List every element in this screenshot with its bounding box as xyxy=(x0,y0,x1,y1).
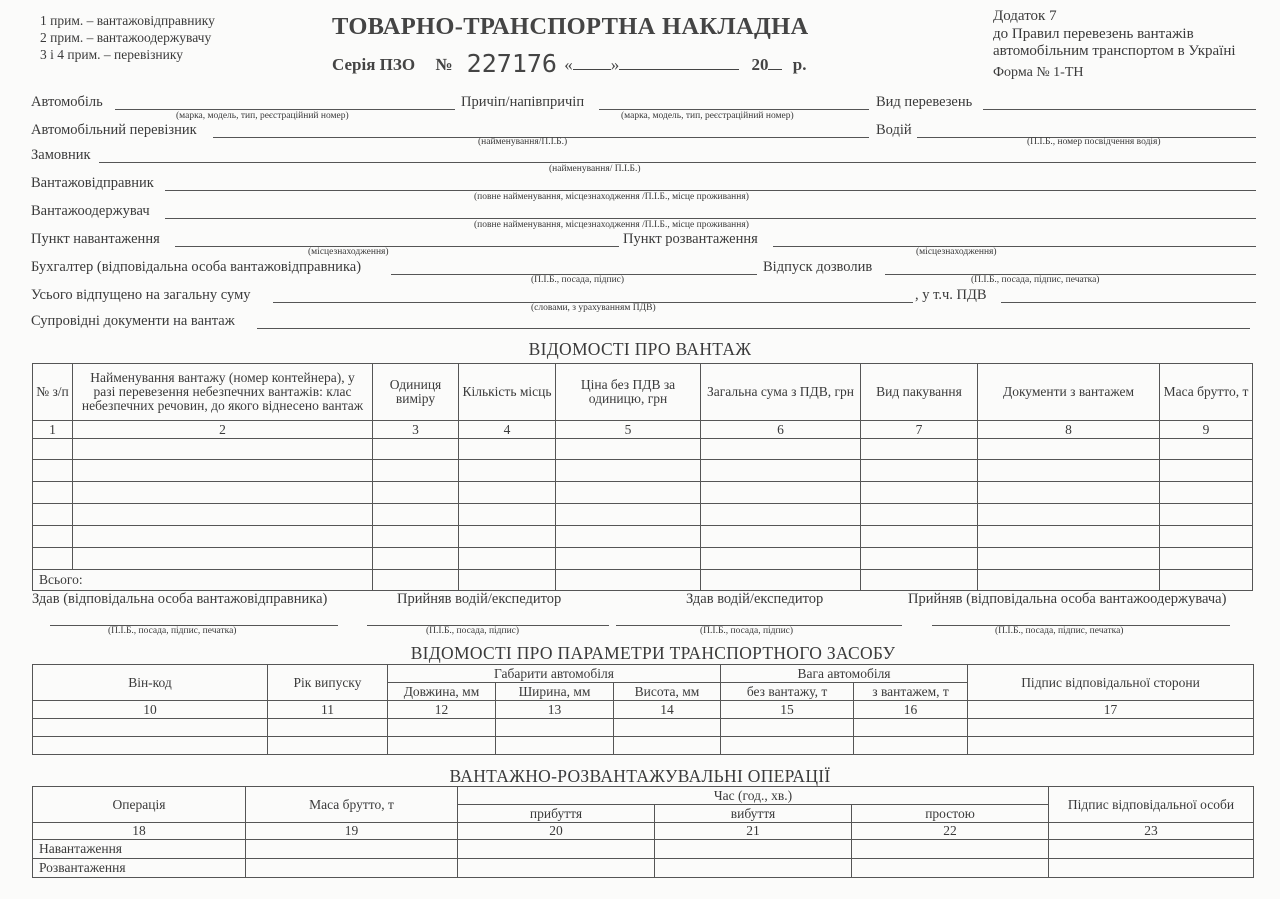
col-number: 16 xyxy=(854,701,968,719)
col-number: 8 xyxy=(978,421,1160,439)
transport-type-label: Вид перевезень xyxy=(876,94,973,110)
cargo-col-sum: Загальна сума з ПДВ, грн xyxy=(701,364,861,421)
year-suffix: р. xyxy=(792,55,807,74)
loading-hint: (місцезнаходження) xyxy=(308,247,389,257)
col-number: 18 xyxy=(33,823,246,840)
copy-line: 2 прим. – вантажоодержувачу xyxy=(40,30,212,45)
vat-field[interactable] xyxy=(1001,302,1256,303)
total-amount-label: Усього відпущено на загальну суму xyxy=(31,287,251,303)
col-number: 11 xyxy=(268,701,388,719)
carrier-label: Автомобільний перевізник xyxy=(31,122,197,138)
quote-open: « xyxy=(564,55,573,74)
row-points xyxy=(31,231,1258,257)
vehicle-label: Автомобіль xyxy=(31,94,103,110)
arrival-header: прибуття xyxy=(458,805,655,823)
col-number: 20 xyxy=(458,823,655,840)
unloaded-header: без вантажу, т xyxy=(721,683,854,701)
accepted-hint: (П.І.Б., посада, підпис, печатка) xyxy=(995,626,1124,636)
party-signature-header: Підпис відповідальної сторони xyxy=(968,665,1254,701)
cargo-table xyxy=(32,363,1253,591)
cargo-col-num: № з/п xyxy=(33,364,73,421)
carrier-hint: (найменування/П.І.Б.) xyxy=(478,137,568,147)
col-number: 6 xyxy=(701,421,861,439)
cargo-number-row xyxy=(33,421,1253,439)
unloading-row-label: Розвантаження xyxy=(33,859,246,878)
shipper-label: Вантажовідправник xyxy=(31,175,154,191)
consignee-label: Вантажоодержувач xyxy=(31,203,150,219)
total-label: Всього: xyxy=(33,570,373,591)
number-sign: № xyxy=(435,55,453,74)
copy-line: 3 і 4 прим. – перевізнику xyxy=(40,47,183,62)
customer-label: Замовник xyxy=(31,147,91,163)
cargo-col-mass: Маса брутто, т xyxy=(1160,364,1253,421)
month-field[interactable] xyxy=(619,55,739,70)
time-header: Час (год., хв.) xyxy=(458,787,1049,805)
col-number: 4 xyxy=(459,421,556,439)
vin-header: Він-код xyxy=(33,665,268,701)
length-header: Довжина, мм xyxy=(388,683,496,701)
document-title: ТОВАРНО-ТРАНСПОРТНА НАКЛАДНА xyxy=(332,13,809,40)
vehicle-field[interactable] xyxy=(115,109,455,110)
idle-header: простою xyxy=(852,805,1049,823)
col-number: 21 xyxy=(655,823,852,840)
customer-hint: (найменування/ П.І.Б.) xyxy=(549,164,641,174)
col-number: 13 xyxy=(496,701,614,719)
vat-label: , у т.ч. ПДВ xyxy=(915,287,987,303)
height-header: Висота, мм xyxy=(614,683,721,701)
cargo-col-unit: Одиниця виміру xyxy=(373,364,459,421)
loaded-header: з вантажем, т xyxy=(854,683,968,701)
cargo-header-row xyxy=(33,364,1253,421)
vehicle-params-table xyxy=(32,664,1254,755)
width-header: Ширина, мм xyxy=(496,683,614,701)
total-hint: (словами, з урахуванням ПДВ) xyxy=(531,303,656,313)
consignee-field[interactable] xyxy=(165,218,1256,219)
cargo-col-name: Найменування вантажу (номер контейнера), у разі перевезення небезпечних вантажів: клас небезпечних речовин, до якого віднесено вантаж xyxy=(73,364,373,421)
unloading-hint: (місцезнаходження) xyxy=(916,247,997,257)
trailer-label: Причіп/напівпричіп xyxy=(461,94,585,110)
dimensions-header: Габарити автомобіля xyxy=(388,665,721,683)
row-total-amount xyxy=(31,287,1258,313)
col-number: 10 xyxy=(33,701,268,719)
vehicle-section-title: ВІДОМОСТІ ПРО ПАРАМЕТРИ ТРАНСПОРТНОГО ЗАСОБУ xyxy=(410,643,896,663)
row-vehicle xyxy=(31,94,1258,121)
document-number: 227176 xyxy=(466,49,557,78)
col-number: 23 xyxy=(1049,823,1254,840)
cargo-section-title: ВІДОМОСТІ ПРО ВАНТАЖ xyxy=(528,339,752,359)
appendix-note xyxy=(993,8,1236,81)
series-number-line xyxy=(332,47,806,76)
col-number: 19 xyxy=(246,823,458,840)
accepted-label: Прийняв (відповідальна особа вантажоодержувача) xyxy=(908,591,1227,607)
accountant-hint: (П.І.Б., посада, підпис) xyxy=(531,275,625,285)
unloading-point-label: Пункт розвантаження xyxy=(623,231,758,247)
col-number: 9 xyxy=(1160,421,1253,439)
handed-hint: (П.І.Б., посада, підпис, печатка) xyxy=(108,626,237,636)
gross-mass-header: Маса брутто, т xyxy=(246,787,458,823)
driver-hint: (П.І.Б., номер посвідчення водія) xyxy=(1027,137,1161,147)
vehicle-number-row xyxy=(33,701,1254,719)
table-row[interactable] xyxy=(33,504,1253,526)
row-documents xyxy=(31,313,1258,333)
row-carrier xyxy=(31,122,1258,147)
cargo-col-documents: Документи з вантажем xyxy=(978,364,1160,421)
row-accountant xyxy=(31,259,1258,285)
documents-field[interactable] xyxy=(257,328,1250,329)
loading-point-label: Пункт навантаження xyxy=(31,231,160,247)
trailer-hint: (марка, модель, тип, реєстраційний номер) xyxy=(621,111,794,121)
row-shipper xyxy=(31,175,1258,202)
col-number: 3 xyxy=(373,421,459,439)
cargo-col-places: Кількість місць xyxy=(459,364,556,421)
col-number: 12 xyxy=(388,701,496,719)
customer-field[interactable] xyxy=(99,162,1256,163)
loading-point-field[interactable] xyxy=(175,246,619,247)
table-row[interactable] xyxy=(33,460,1253,482)
cargo-total-row xyxy=(33,570,1253,591)
release-label: Відпуск дозволив xyxy=(763,259,873,275)
shipper-field[interactable] xyxy=(165,190,1256,191)
shipper-hint: (повне найменування, місцезнаходження /П.І.Б., місце проживання) xyxy=(474,192,749,202)
row-consignee xyxy=(31,203,1258,230)
weight-header: Вага автомобіля xyxy=(721,665,968,683)
vehicle-hint: (марка, модель, тип, реєстраційний номер) xyxy=(176,111,349,121)
appendix-line: до Правил перевезень вантажів xyxy=(993,25,1194,42)
transport-type-field[interactable] xyxy=(983,109,1256,110)
col-number: 2 xyxy=(73,421,373,439)
loading-row-label: Навантаження xyxy=(33,840,246,859)
table-row[interactable] xyxy=(33,840,1254,859)
responsible-signature-header: Підпис відповідальної особи xyxy=(1049,787,1254,823)
copies-distribution xyxy=(40,12,215,63)
series-label: Серія ПЗО xyxy=(332,55,416,74)
trailer-field[interactable] xyxy=(599,109,869,110)
col-number: 15 xyxy=(721,701,854,719)
departure-header: вибуття xyxy=(655,805,852,823)
release-hint: (П.І.Б., посада, підпис, печатка) xyxy=(971,275,1100,285)
operations-section-title: ВАНТАЖНО-РОЗВАНТАЖУВАЛЬНІ ОПЕРАЦІЇ xyxy=(449,766,831,786)
handed-label: Здав (відповідальна особа вантажовідправника) xyxy=(32,591,328,607)
accepted-driver-hint: (П.І.Б., посада, підпис) xyxy=(426,626,520,636)
day-field[interactable] xyxy=(573,55,611,70)
table-row[interactable] xyxy=(33,526,1253,548)
table-row[interactable] xyxy=(33,482,1253,504)
consignee-hint: (повне найменування, місцезнаходження /П.І.Б., місце проживання) xyxy=(474,220,749,230)
operations-number-row xyxy=(33,823,1254,840)
driver-label: Водій xyxy=(876,122,912,138)
table-row[interactable] xyxy=(33,719,1254,737)
cargo-col-price: Ціна без ПДВ за одиницю, грн xyxy=(556,364,701,421)
operation-header: Операція xyxy=(33,787,246,823)
unloading-point-field[interactable] xyxy=(773,246,1256,247)
copy-line: 1 прим. – вантажовідправнику xyxy=(40,13,215,28)
accountant-label: Бухгалтер (відповідальна особа вантажовідправника) xyxy=(31,259,362,275)
table-row[interactable] xyxy=(33,548,1253,570)
year-header: Рік випуску xyxy=(268,665,388,701)
handed-driver-label: Здав водій/експедитор xyxy=(686,591,824,607)
row-customer xyxy=(31,147,1258,174)
col-number: 5 xyxy=(556,421,701,439)
table-row[interactable] xyxy=(33,737,1254,755)
accepted-driver-label: Прийняв водій/експедитор xyxy=(397,591,562,607)
table-row[interactable] xyxy=(33,859,1254,878)
appendix-line: Додаток 7 xyxy=(993,8,1057,24)
handed-driver-hint: (П.І.Б., посада, підпис) xyxy=(700,626,794,636)
cargo-col-packaging: Вид пакування xyxy=(861,364,978,421)
col-number: 7 xyxy=(861,421,978,439)
col-number: 22 xyxy=(852,823,1049,840)
form-number: Форма № 1-ТН xyxy=(993,64,1084,80)
documents-label: Супровідні документи на вантаж xyxy=(31,313,235,329)
col-number: 1 xyxy=(33,421,73,439)
appendix-line: автомобільним транспортом в Україні xyxy=(993,43,1236,59)
year-field[interactable] xyxy=(768,55,782,70)
operations-table xyxy=(32,786,1254,878)
col-number: 17 xyxy=(968,701,1254,719)
year-prefix: 20 xyxy=(751,55,769,74)
col-number: 14 xyxy=(614,701,721,719)
quote-close: » xyxy=(610,55,620,74)
table-row[interactable] xyxy=(33,439,1253,460)
